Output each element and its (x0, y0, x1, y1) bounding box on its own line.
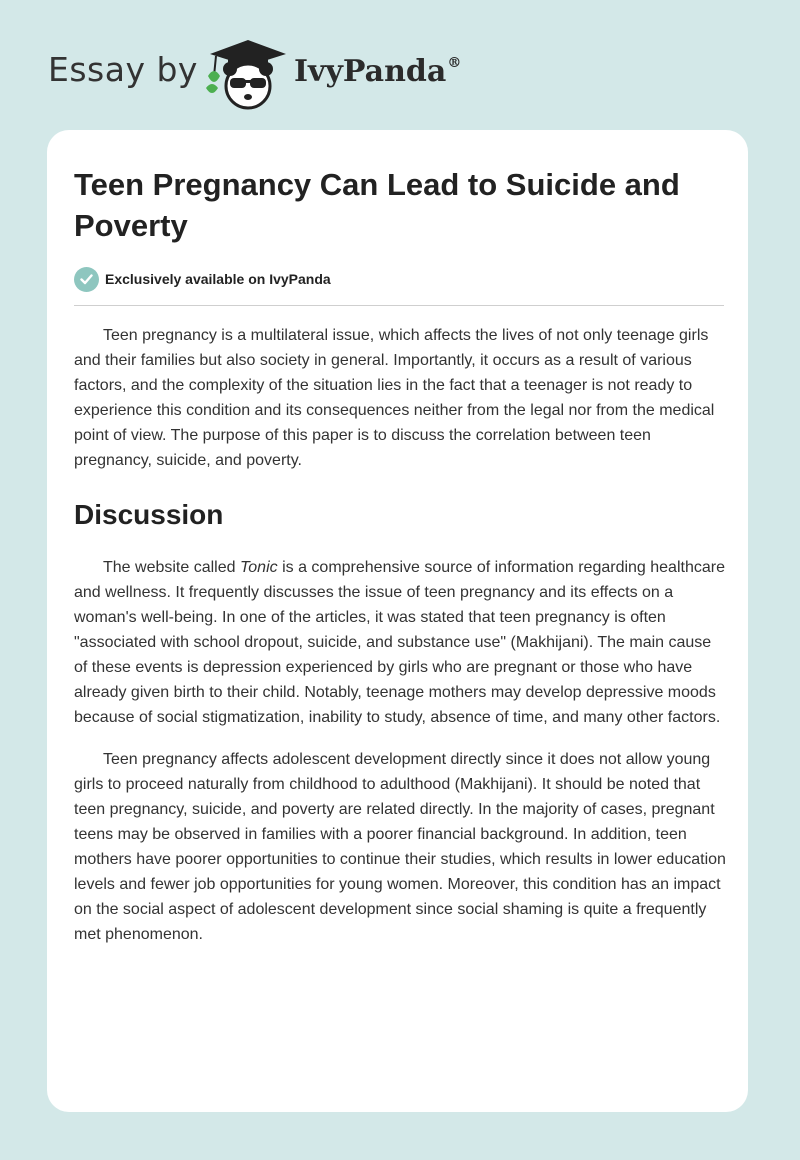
check-circle-icon (74, 267, 99, 292)
page-title: Teen Pregnancy Can Lead to Suicide and Poverty (74, 167, 680, 243)
essay-by-label: Essay by (48, 50, 198, 89)
exclusive-label: Exclusively available on IvyPanda (105, 271, 331, 287)
divider (74, 305, 724, 306)
panda-graduate-icon (200, 36, 296, 110)
essay-content (74, 164, 724, 947)
intro-paragraph: Teen pregnancy is a multilateral issue, which affects the lives of not only teenage girls and their families but also society in general. Importantly, it occurs as a result of various factors, and the complexity of the situation lies in the fact that a teenager is not ready to experience this condition and its consequences neither from the legal nor from the medical point of view. The purpose of this paper is to discuss the correlation between teen pregnancy, suicide, and poverty. (74, 327, 715, 469)
ivypanda-logo-text[interactable]: IvyPanda® (294, 54, 462, 89)
section-heading: Discussion (74, 499, 224, 530)
discussion-paragraph-2: Teen pregnancy affects adolescent development directly since it does not allow young girls to proceed naturally from childhood to adulthood (Makhijani). It should be noted that teen pregnancy, suicide, and poverty are related directly. In the majority of cases, pregnant teens may be observed in families with a poorer financial background. In addition, teen mothers have poorer opportunities to continue their studies, which results in lower education levels and fewer job opportunities for young women. Moreover, this condition has an impact on the social aspect of adolescent development since social shaming is quite a frequently met phenomenon. (74, 751, 726, 943)
site-header (0, 0, 800, 120)
essay-card (47, 130, 748, 1112)
exclusive-badge (74, 266, 724, 292)
discussion-paragraph-1: The website called Tonic is a comprehensive source of information regarding healthcare and wellness. It frequently discusses the issue of teen pregnancy and its effects on a woman's well-being. In one of the articles, it was stated that teen pregnancy is often "associated with school dropout, suicide, and substance use" (Makhijani). The main cause of these events is depression experienced by girls who are pregnant or those who have already given birth to their child. Notably, teenage mothers may develop depressive moods because of social stigmatization, inability to study, absence of time, and many other factors. (74, 559, 725, 726)
source-title: Tonic (239, 559, 278, 576)
